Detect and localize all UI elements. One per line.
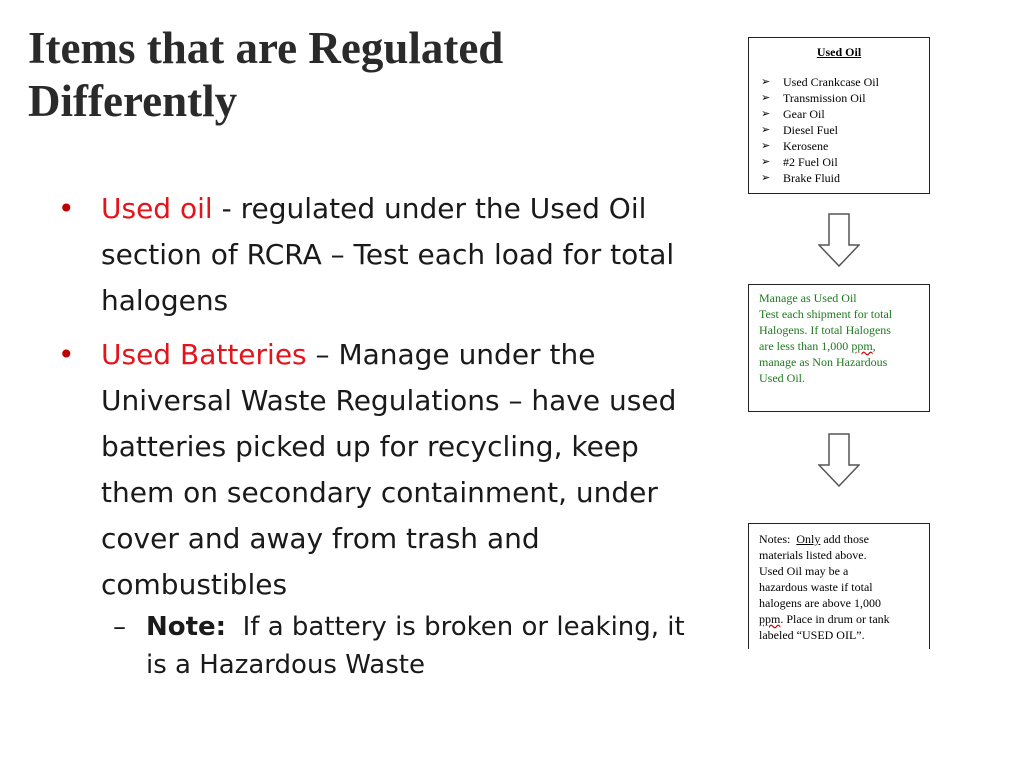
box3-line: Notes: Only add those bbox=[759, 532, 869, 546]
chevron-right-icon: ➢ bbox=[761, 172, 771, 184]
bullet-dot-icon: • bbox=[58, 192, 75, 225]
notes-box bbox=[748, 523, 930, 649]
slide-title: Items that are Regulated Differently bbox=[28, 23, 504, 126]
note-label: Note: bbox=[146, 612, 227, 642]
sub-bullet-note bbox=[101, 608, 708, 684]
bullet-used-batteries bbox=[58, 332, 708, 684]
box3-line: hazardous waste if total bbox=[759, 580, 873, 594]
list-item: ➢ Kerosene bbox=[761, 139, 829, 153]
list-item: ➢ Brake Fluid bbox=[761, 171, 840, 185]
down-arrow-icon bbox=[818, 433, 860, 487]
sub-bullet-list bbox=[101, 608, 708, 684]
chevron-right-icon: ➢ bbox=[761, 76, 771, 88]
box3-line: Used Oil may be a bbox=[759, 564, 849, 578]
highlight-used-batteries: Used Batteries bbox=[101, 338, 307, 371]
box3-line: materials listed above. bbox=[759, 548, 867, 562]
chevron-right-icon: ➢ bbox=[761, 124, 771, 136]
list-item: ➢ Diesel Fuel bbox=[761, 123, 838, 137]
box3-line: labeled “USED OIL”. bbox=[759, 628, 865, 642]
chevron-right-icon: ➢ bbox=[761, 108, 771, 120]
manage-as-used-oil-box bbox=[748, 284, 930, 412]
box2-line: are less than 1,000 ppm, bbox=[759, 339, 876, 353]
box3-line: ppm. Place in drum or tank bbox=[759, 612, 890, 626]
list-item: ➢ Transmission Oil bbox=[761, 91, 866, 105]
used-oil-items bbox=[757, 74, 921, 186]
box2-line: Halogens. If total Halogens bbox=[759, 323, 891, 337]
bullet-text-used-oil: - regulated under the Used Oil section of RCRA – Test each load for total halogens bbox=[101, 192, 675, 317]
highlight-used-oil: Used oil bbox=[101, 192, 213, 225]
list-item: ➢ Gear Oil bbox=[761, 107, 825, 121]
box2-line: Manage as Used Oil bbox=[759, 291, 857, 305]
chevron-right-icon: ➢ bbox=[761, 156, 771, 168]
box2-line: manage as Non Hazardous bbox=[759, 355, 888, 369]
note-text: If a battery is broken or leaking, it is a Hazardous Waste bbox=[146, 612, 693, 680]
list-item: ➢ Used Crankcase Oil bbox=[761, 75, 879, 89]
bullet-dot-icon: • bbox=[58, 338, 75, 371]
bullet-list bbox=[58, 186, 708, 692]
used-oil-list-box bbox=[748, 37, 930, 194]
box3-line: halogens are above 1,000 bbox=[759, 596, 881, 610]
bullet-used-oil bbox=[58, 186, 708, 324]
chevron-right-icon: ➢ bbox=[761, 92, 771, 104]
down-arrow-icon bbox=[818, 213, 860, 267]
used-oil-box-title: Used Oil bbox=[816, 45, 862, 59]
chevron-right-icon: ➢ bbox=[761, 140, 771, 152]
box2-line: Test each shipment for total bbox=[759, 307, 893, 321]
list-item: ➢ #2 Fuel Oil bbox=[761, 155, 838, 169]
dash-marker-icon: – bbox=[113, 612, 126, 642]
box2-line: Used Oil. bbox=[759, 371, 805, 385]
bullet-text-used-batteries: – Manage under the Universal Waste Regulations – have used batteries picked up for recycling, keep them on secondary containment, under cover and away from trash and combustibles bbox=[101, 338, 677, 601]
